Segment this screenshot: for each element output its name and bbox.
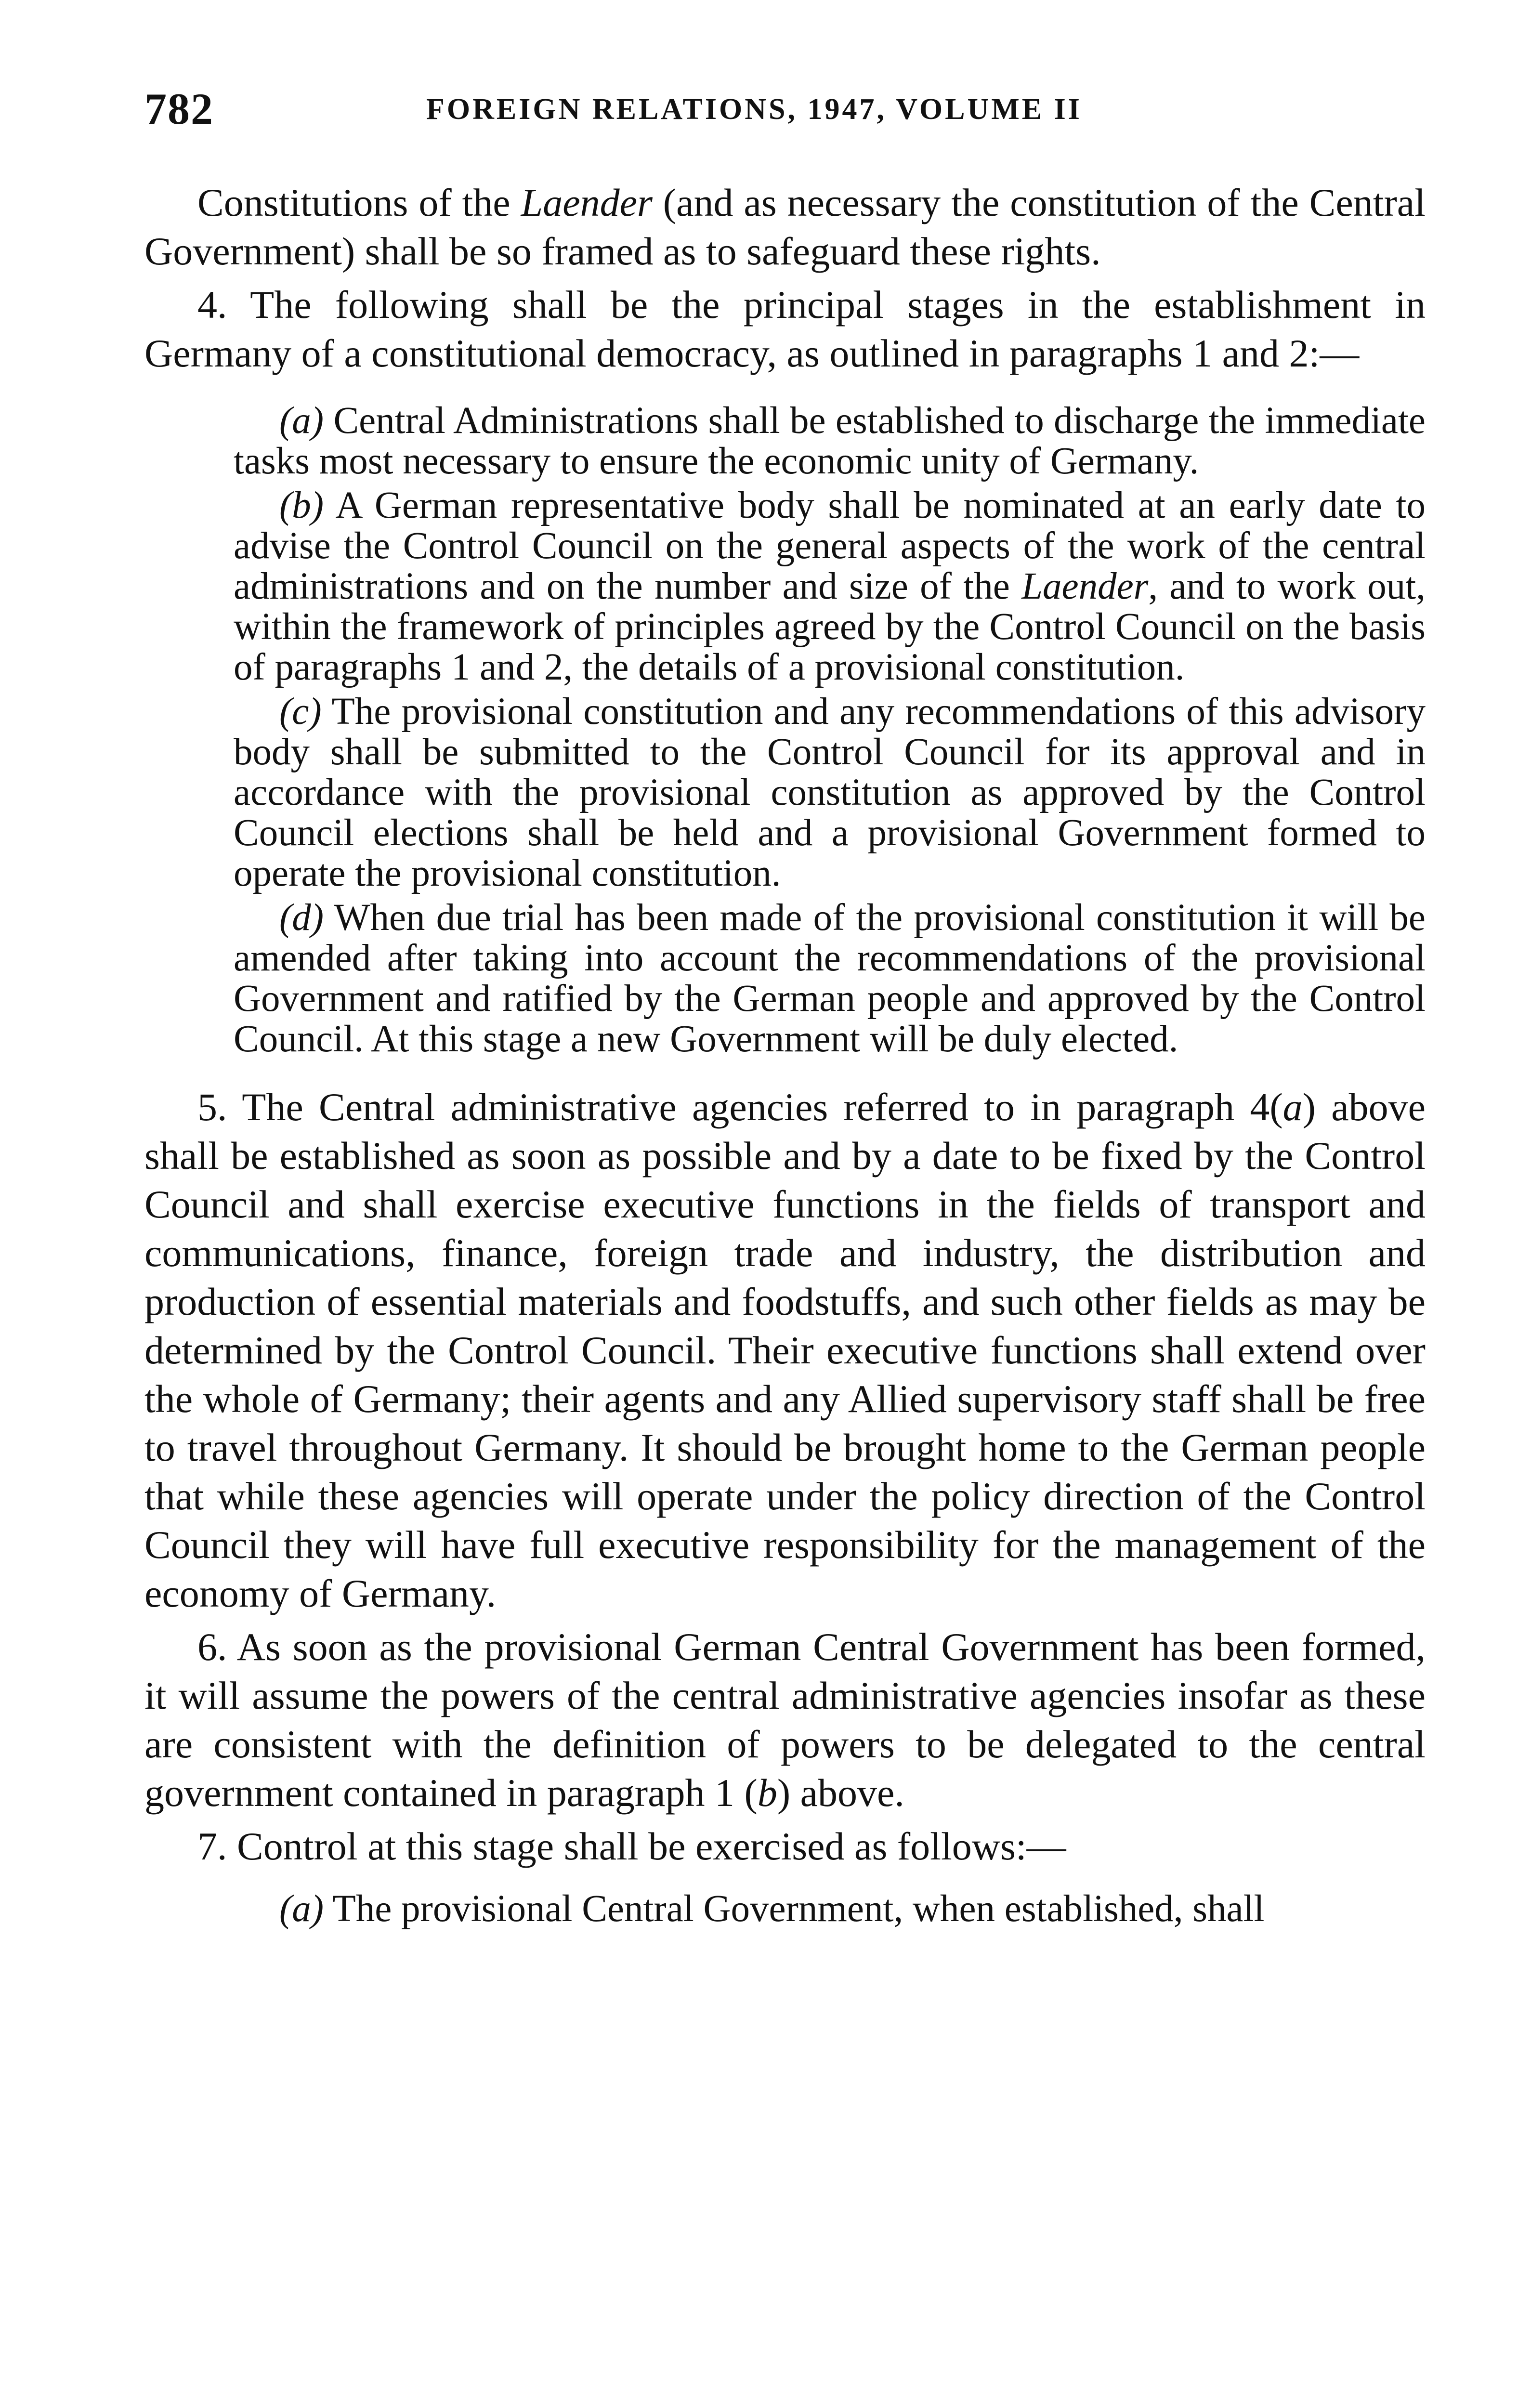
- paragraph-number: 4.: [197, 283, 227, 327]
- subparagraph-4c: [234, 692, 1426, 894]
- paragraph-text: The following shall be the principal stages in the establishment in Germany of a constitutional democracy, as outlined in paragraphs 1 and 2:—: [144, 283, 1426, 375]
- subparagraph-4d: [234, 898, 1426, 1060]
- subparagraph-4b: [234, 485, 1426, 688]
- paragraph-7: [144, 1822, 1426, 1871]
- paragraph-constitutions: [144, 178, 1426, 275]
- laender-term: Laender: [1021, 565, 1149, 607]
- subparagraph-text: The provisional Central Government, when established, shall: [324, 1888, 1265, 1930]
- paragraph-text-post: ) above shall be established as soon as possible and by a date to be fixed by the Control Council and shall exercise executive functions in the fields of transport and communications, finance, foreign trade and industry, the distribution and production of essential materials and foodstuffs, and such other fields as may be determined by the Control Council. Their executive functions shall extend over the whole of Germany; their agents and any Allied supervisory staff shall be free to travel throughout Germany. It should be brought home to the German people that while these agencies will operate under the policy direction of the Control Council they will have full executive responsibility for the management of the economy of Germany.: [144, 1085, 1426, 1615]
- page-number: 782: [144, 84, 214, 133]
- subparagraph-text-pre: A German representative body shall be nominated at an early date to advise the Control Council on the general aspects of the work of the central administrations and on the number and size of the: [234, 484, 1426, 607]
- subparagraph-7a: [234, 1889, 1426, 1929]
- paragraph-text-post: (and as necessary the constitution of the Central Government) shall be so framed as to safeguard these rights.: [144, 181, 1426, 273]
- paragraph-text: Control at this stage shall be exercised as follows:—: [227, 1824, 1066, 1868]
- subparagraph-letter: (c): [279, 691, 322, 733]
- page-header: [144, 84, 1426, 144]
- reference-letter: b: [757, 1771, 777, 1815]
- subparagraph-letter: (b): [279, 484, 324, 526]
- subparagraph-4a: [234, 401, 1426, 482]
- subparagraph-text: Central Administrations shall be established to discharge the immediate tasks most necessary to ensure the economic unity of Germany.: [234, 400, 1426, 482]
- subparagraph-letter: (a): [279, 1888, 324, 1930]
- paragraph-text-post: ) above.: [777, 1771, 904, 1815]
- laender-term: Laender: [521, 181, 653, 224]
- paragraph-number: 7.: [197, 1824, 227, 1868]
- subparagraph-text-post: , and to work out, within the framework of principles agreed by the Control Council on the basis of paragraphs 1 and 2, the details of a provisional constitution.: [234, 565, 1426, 688]
- reference-letter: a: [1282, 1085, 1303, 1129]
- subparagraph-text: The provisional constitution and any recommendations of this advisory body shall be submitted to the Control Council for its approval and in accordance with the provisional constitution as approved by the Control Council elections shall be held and a provisional Government formed to operate the provisional constitution.: [234, 691, 1426, 894]
- subparagraph-text: When due trial has been made of the provisional constitution it will be amended after taking into account the recommendations of the provisional Government and ratified by the German people and approved by the Control Council. At this stage a new Government will be duly elected.: [234, 897, 1426, 1060]
- paragraph-4: [144, 280, 1426, 378]
- paragraph-6: [144, 1623, 1426, 1817]
- paragraph-number: 6.: [197, 1625, 227, 1669]
- paragraph-text-pre: The Central administrative agencies referred to in paragraph 4(: [227, 1085, 1283, 1129]
- paragraph-text-pre: Constitutions of the: [197, 181, 521, 224]
- paragraph-5: [144, 1083, 1426, 1618]
- document-body: [144, 178, 1426, 1929]
- subparagraph-letter: (a): [279, 400, 324, 442]
- subparagraph-letter: (d): [279, 897, 324, 939]
- paragraph-number: 5.: [197, 1085, 227, 1129]
- paragraph-text-pre: As soon as the provisional German Central Government has been formed, it will assume the powers of the central administrative agencies insofar as these are consistent with the definition of powers to be delegated to the central government contained in paragraph 1 (: [144, 1625, 1426, 1815]
- running-head: FOREIGN RELATIONS, 1947, VOLUME II: [426, 93, 1082, 126]
